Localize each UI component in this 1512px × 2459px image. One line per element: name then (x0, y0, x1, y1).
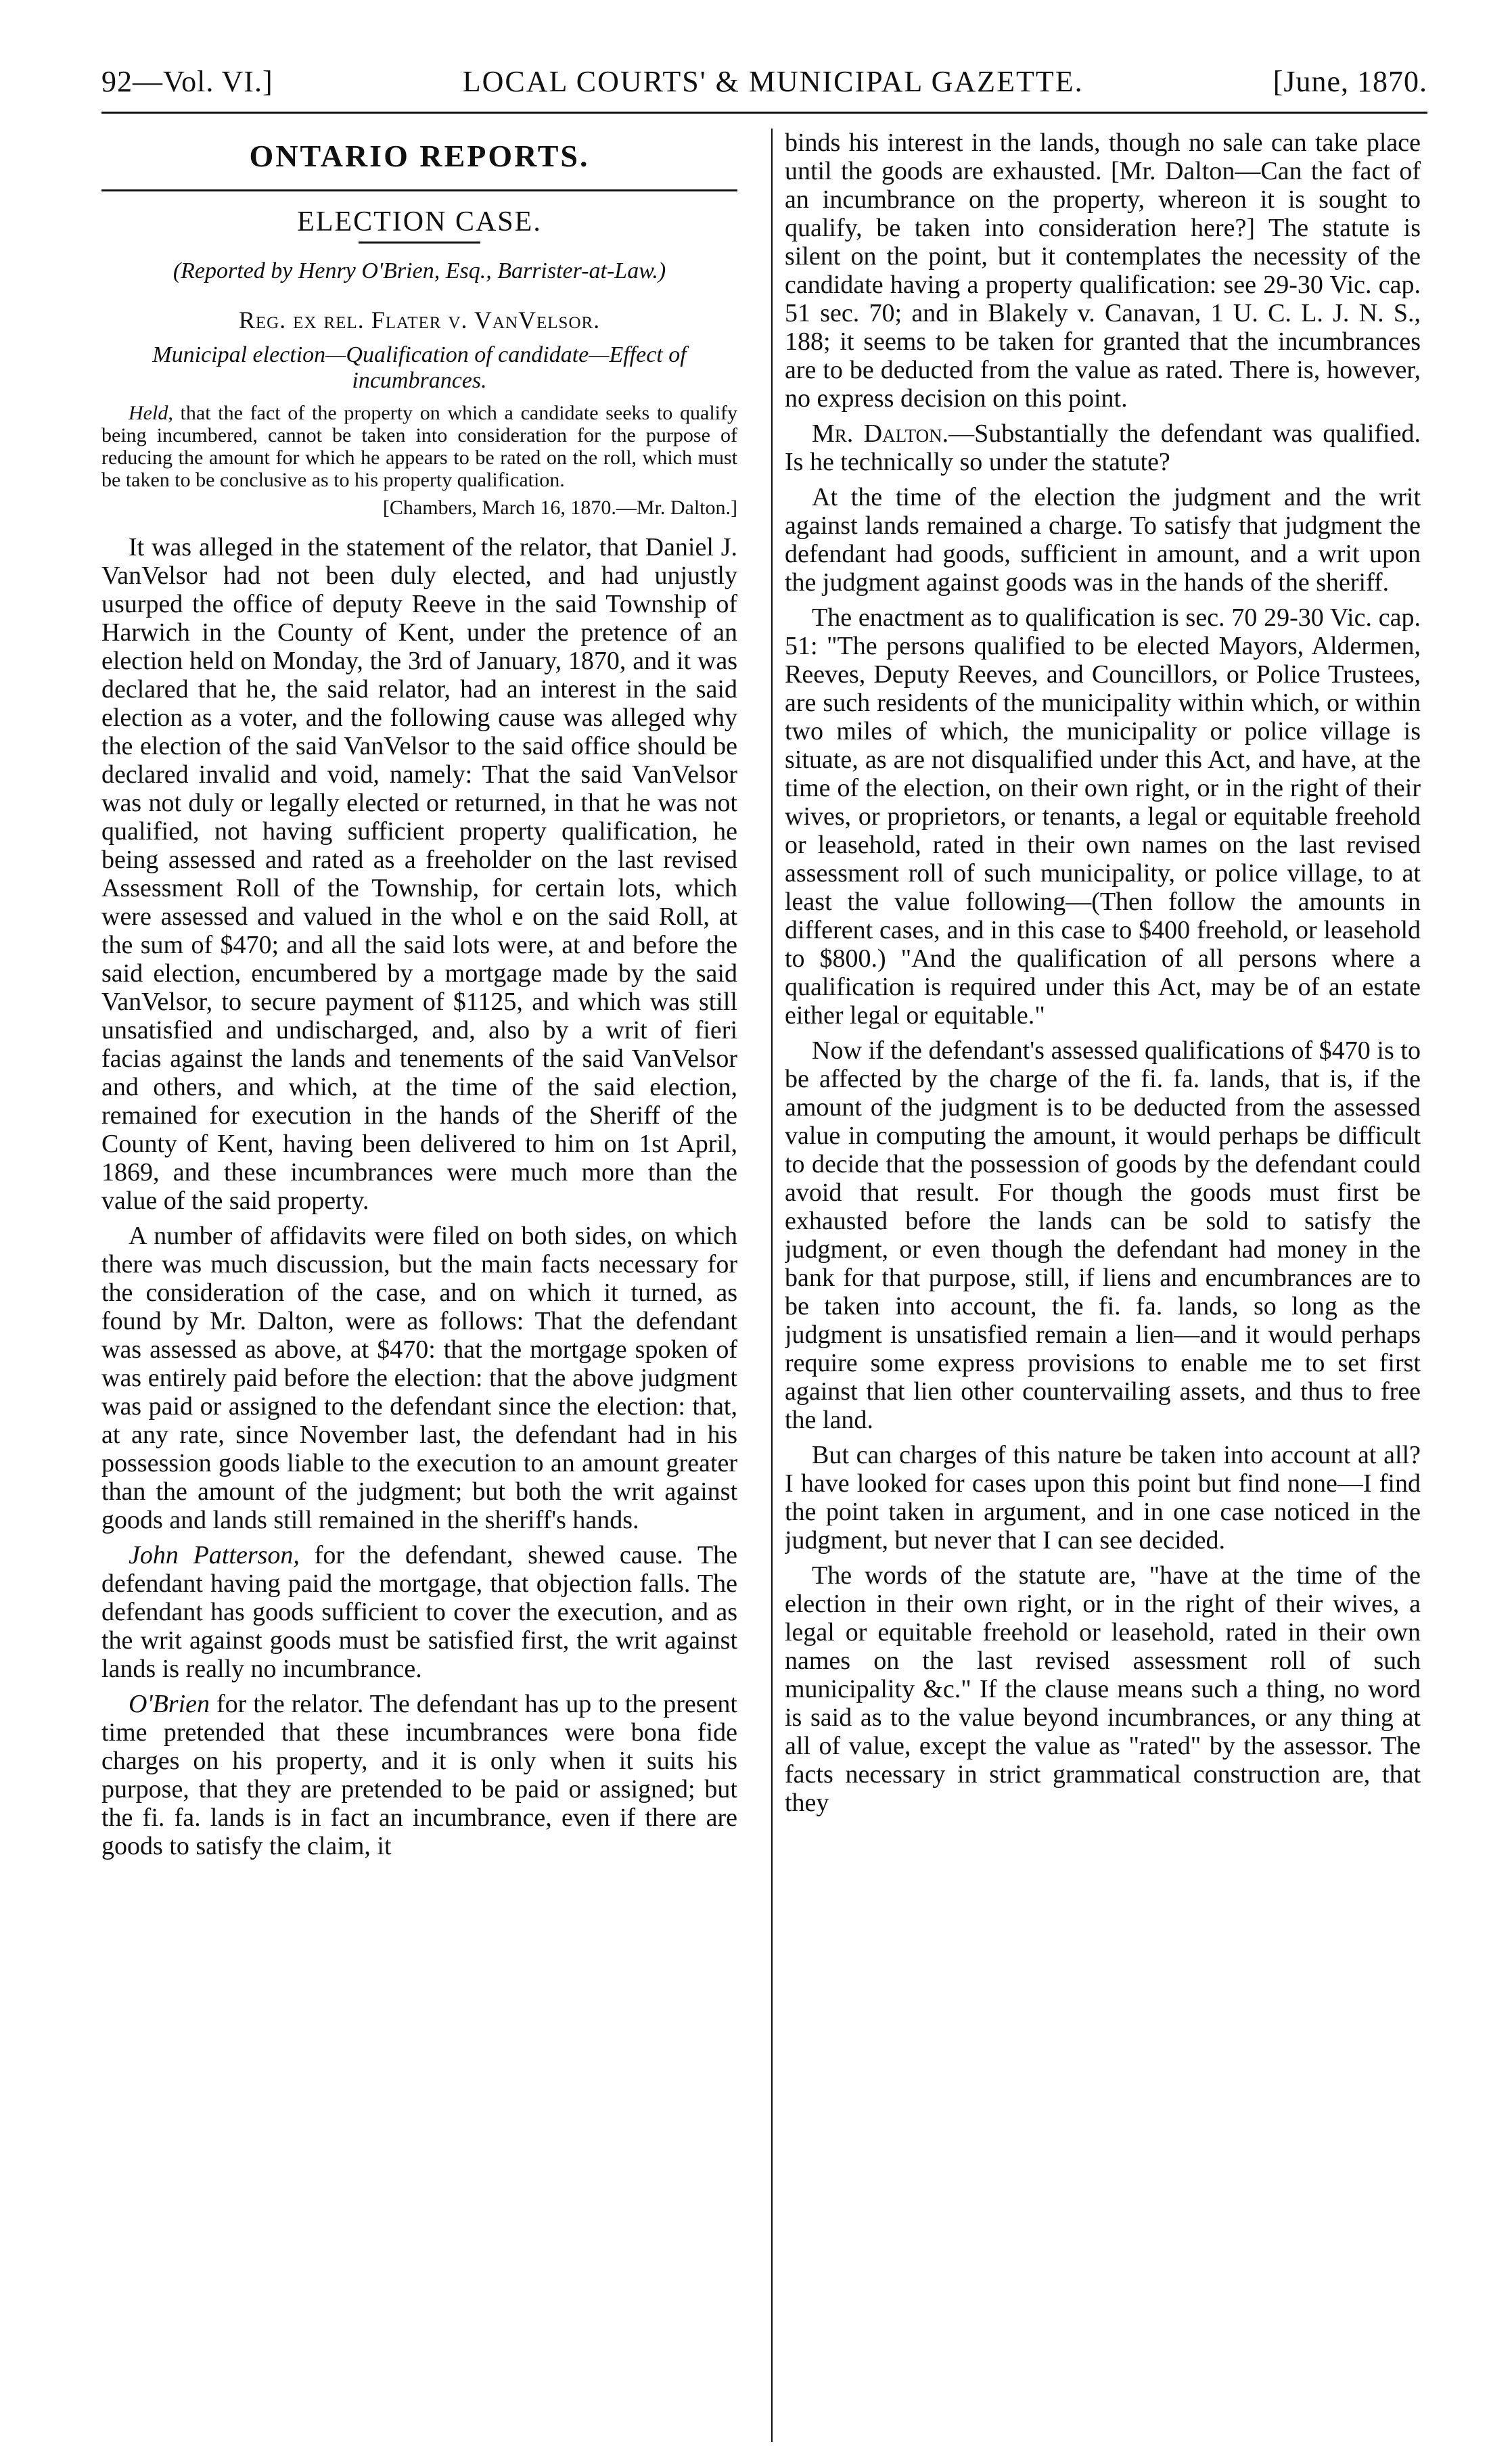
paragraph: At the time of the election the judgment and the writ against lands remained a charge. To satisfy that judgment the defendant had goods, sufficient in amount, and a writ upon the judgment against goods was in the hands of the sheriff. (785, 483, 1421, 597)
column-divider (771, 129, 773, 2442)
reporter-line: (Reported by Henry O'Brien, Esq., Barrister-at-Law.) (173, 258, 666, 283)
paragraph: binds his interest in the lands, though no sale can take place until the goods are exhausted. [Mr. Dalton—Can the fact of an incumbrance on the property, whereon it is sought to qualify, be taken into consideration here?] The statute is silent on the point, but it contemplates the necessity of the candidate having a property qualification: see 29-30 Vic. cap. 51 sec. 70; and in Blakely v. Canavan, 1 U. C. L. J. N. S., 188; it seems to be taken for granted that the incumbrances are to be deducted from the value as rated. There is, however, no express decision on this point. (785, 129, 1421, 413)
held-text: that the fact of the property on which a candidate seeks to qualify being incumbered, cannot be taken into consideration for the purpose of reducing the amount for which he appears to be rated on the roll, which must be taken to be conclusive as to his property qualification. (101, 402, 737, 491)
header-rule (101, 112, 1427, 114)
left-column (101, 129, 737, 2442)
paragraph (101, 1690, 737, 1860)
paragraph-text: for the defendant, shewed cause. The defendant having paid the mortgage, that objection falls. The defendant has goods sufficient to cover the execution, and as the writ against goods must be satisfied first, the writ against lands is really no incumbrance. (101, 1541, 737, 1683)
held-label: Held, (129, 402, 173, 424)
section-rule (101, 189, 737, 191)
counsel-name: John Patterson, (129, 1541, 300, 1569)
citation: [Chambers, March 16, 1870.—Mr. Dalton.] (382, 497, 737, 519)
publication-title: LOCAL COURTS' & MUNICIPAL GAZETTE. (462, 64, 1084, 98)
case-heading: ELECTION CASE. (297, 206, 542, 237)
paragraph: It was alleged in the statement of the relator, that Daniel J. VanVelsor had not been duly elected, and had unjustly usurped the office of deputy Reeve in the said Township of Harwich in the County of Kent, under the pretence of an election held on Monday, the 3rd of January, 1870, and it was declared that he, the said relator, had an interest in the said election as a voter, and the following cause was alleged why the election of the said VanVelsor to the said office should be declared invalid and void, namely: That the said VanVelsor was not duly or legally elected or returned, in that he was not qualified, not having sufficient property qualification, he being assessed and rated as a freeholder on the last revised Assessment Roll of the Township, for certain lots, which were assessed and valued in the whol e on the said Roll, at the sum of $470; and all the said lots were, at and before the said election, encumbered by a mortgage made by the said VanVelsor, to secure payment of $1125, and which was still unsatisfied and undischarged, and, also by a writ of fieri facias against the lands and tenements of the said VanVelsor and others, and which, at the time of the said election, remained for execution in the hands of the Sheriff of the County of Kent, having been delivered to him on 1st April, 1869, and these incumbrances were much more than the value of the said property. (101, 533, 737, 1215)
paragraph-text: —Substantially the defendant was qualified. Is he technically so under the statute? (785, 419, 1421, 476)
section-title: ONTARIO REPORTS. (249, 139, 590, 173)
page-volume: 92—Vol. VI.] (101, 64, 273, 98)
case-name: Reg. ex rel. Flater v. VanVelsor. (238, 306, 601, 334)
paragraph (785, 419, 1421, 476)
issue-date: [June, 1870. (1273, 64, 1427, 98)
paragraph: Now if the defendant's assessed qualifications of $470 is to be affected by the charge of the fi. fa. lands, that is, if the amount of the judgment is to be deducted from the assessed value in computing the amount, it would perhaps be difficult to decide that the possession of goods by the defendant could avoid that result. For though the goods must first be exhausted before the lands can be sold to satisfy the judgment, or even though the defendant had money in the bank for that purpose, still, if liens and encumbrances are to be taken into account, the fi. fa. lands, so long as the judgment is unsatisfied remain a lien—and it would perhaps require some express provisions to enable me to set first against that lien other countervailing assets, and thus to free the land. (785, 1036, 1421, 1434)
paragraph: The enactment as to qualification is sec. 70 29-30 Vic. cap. 51: "The persons qualified to be elected Mayors, Aldermen, Reeves, Deputy Reeves, and Councillors, or Police Trustees, are such residents of the municipality within which, or within two miles of which, the municipality or police village is situate, as are not disqualified under this Act, and have, at the time of the election, on their own right, or in the right of their wives, or proprietors, or tenants, a legal or equitable freehold or leasehold, rated in their own names on the last revised assessment roll of such municipality, or police village, to at least the value following—(Then follow the amounts in different cases, and in this case to $400 freehold, or leasehold to $800.) "And the qualification of all persons where a qualification is required under this Act, may be of an estate either legal or equitable." (785, 603, 1421, 1030)
paragraph: The words of the statute are, "have at the time of the election in their own right, or in the right of their wives, a legal or equitable freehold or leasehold, rated in their own names on the last revised assessment roll of such municipality &c." If the clause means such a thing, no word is said as to the value beyond incumbrances, or any thing at all of value, except the value as "rated" by the assessor. The facts necessary in strict grammatical construction are, that they (785, 1561, 1421, 1817)
headnote (101, 402, 737, 491)
running-header (101, 54, 1427, 108)
right-column (785, 129, 1421, 2442)
paragraph (101, 1541, 737, 1683)
counsel-name: O'Brien (129, 1690, 210, 1718)
paragraph-text: for the relator. The defendant has up to the present time pretended that these incumbrances were bona fide charges on his property, and it is only when it suits his purpose, that they are pretended to be paid or assigned; but the fi. fa. lands is in fact an incumbrance, even if there are goods to satisfy the claim, it (101, 1690, 737, 1860)
short-rule (359, 242, 480, 244)
case-subject: Municipal election—Qualification of candidate—Effect of incumbrances. (152, 342, 687, 393)
paragraph: But can charges of this nature be taken into account at all? I have looked for cases upon this point but find none—I find the point taken in argument, and in one case noticed in the judgment, but never that I can see decided. (785, 1441, 1421, 1555)
paragraph: A number of affidavits were filed on both sides, on which there was much discussion, but the main facts necessary for the consideration of the case, and on which it turned, as found by Mr. Dalton, were as follows: That the defendant was assessed as above, at $470: that the mortgage spoken of was entirely paid before the election: that the above judgment was paid or assigned to the defendant since the election: that, at any rate, since November last, the defendant had in his possession goods liable to the execution to an amount greater than the amount of the judgment; but both the writ against goods and lands still remained in the sheriff's hands. (101, 1222, 737, 1534)
judge-name: Mr. Dalton. (812, 419, 949, 448)
